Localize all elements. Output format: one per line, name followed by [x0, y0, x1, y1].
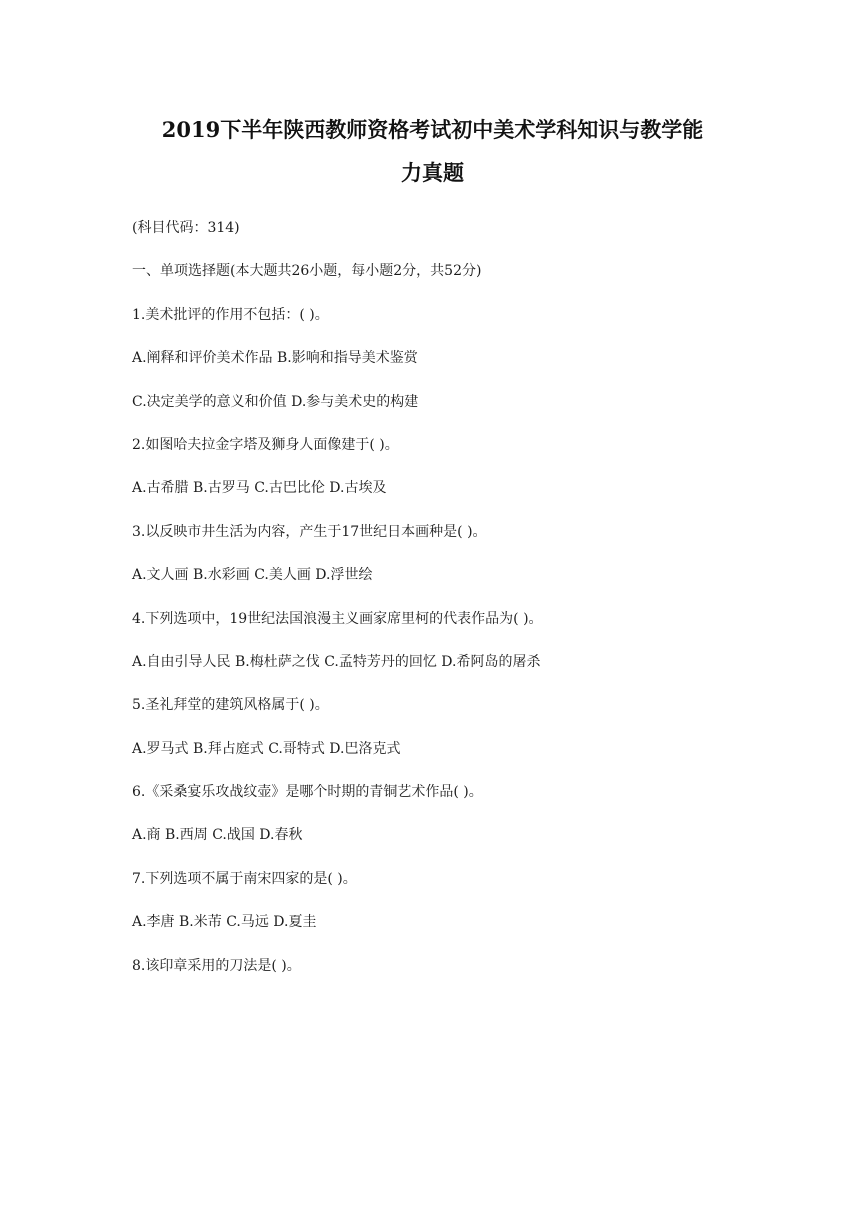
- document-body: [132, 218, 752, 999]
- question-2: 2.如图哈夫拉金字塔及狮身人面像建于( )。: [132, 436, 399, 453]
- question-5-options: A.罗马式 B.拜占庭式 C.哥特式 D.巴洛克式: [132, 740, 401, 757]
- question-1-options-cd: C.决定美学的意义和价值 D.参与美术史的构建: [132, 393, 419, 410]
- question-1-options-ab: A.阐释和评价美术作品 B.影响和指导美术鉴赏: [132, 350, 418, 367]
- question-4-options: A.自由引导人民 B.梅杜萨之伐 C.孟特芳丹的回忆 D.希阿岛的屠杀: [132, 653, 541, 670]
- question-5: 5.圣礼拜堂的建筑风格属于( )。: [132, 697, 329, 714]
- question-7-options: A.李唐 B.米芾 C.马远 D.夏圭: [132, 914, 317, 931]
- question-4: 4.下列选项中，19世纪法国浪漫主义画家席里柯的代表作品为( )。: [132, 610, 543, 627]
- document-title-line-1: 2019下半年陕西教师资格考试初中美术学科知识与教学能: [161, 117, 704, 142]
- section-heading: 一、单项选择题(本大题共26小题，每小题2分，共52分): [132, 263, 482, 280]
- subject-code: (科目代码：314): [132, 220, 240, 236]
- question-3: 3.以反映市井生活为内容，产生于17世纪日本画种是( )。: [132, 523, 487, 540]
- question-6: 6.《采桑宴乐攻战纹壶》是哪个时期的青铜艺术作品( )。: [132, 784, 483, 801]
- question-2-options: A.古希腊 B.古罗马 C.古巴比伦 D.古埃及: [132, 480, 387, 497]
- document-title-line-2: 力真题: [401, 160, 464, 185]
- question-8: 8.该印章采用的刀法是( )。: [132, 957, 301, 974]
- question-3-options: A.文人画 B.水彩画 C.美人画 D.浮世绘: [132, 567, 373, 584]
- question-7: 7.下列选项不属于南宋四家的是( )。: [132, 870, 357, 887]
- question-1: 1.美术批评的作用不包括：( )。: [132, 306, 329, 323]
- question-6-options: A.商 B.西周 C.战国 D.春秋: [132, 827, 303, 844]
